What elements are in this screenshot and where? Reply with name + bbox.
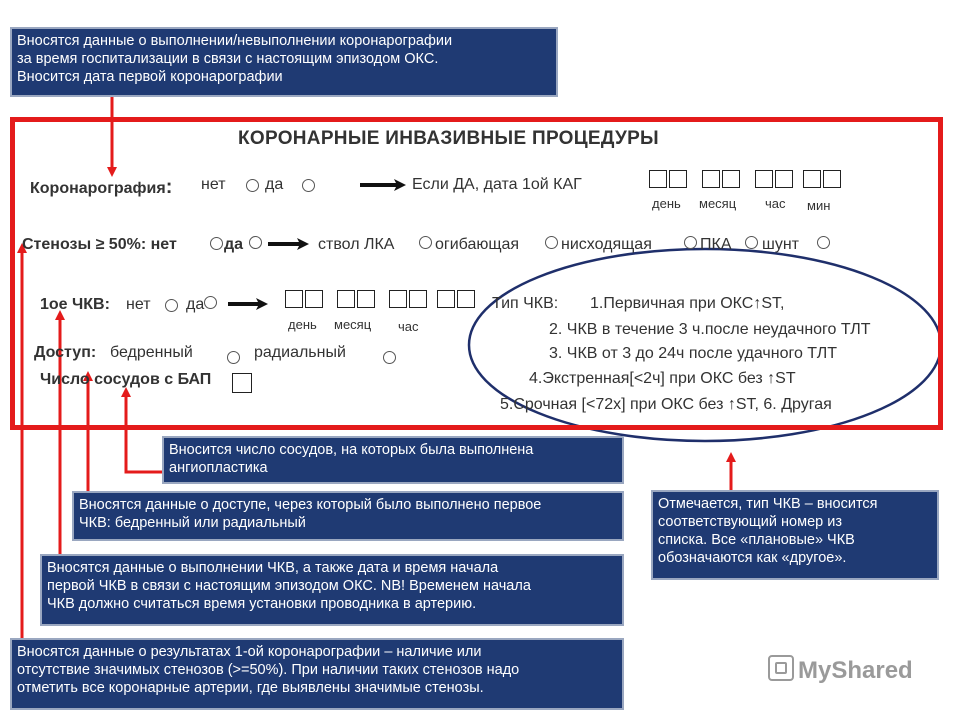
pci-day-caption: день [288,317,317,332]
note-pci-type: Отмечается, тип ЧКВ – вносится соответствующий номер из списка. Все «плановые» ЧКВ обозначаются как «другое». [651,490,939,580]
pci-no-radio[interactable] [165,299,178,312]
stenosis-yes-label: да [224,236,244,253]
angio-hour-cell-2[interactable] [775,170,793,188]
stenosis-label: Стенозы ≥ 50%: нет [22,236,177,253]
stenosis-no-radio[interactable] [210,237,223,250]
pci-month-cell-2[interactable] [357,290,375,308]
pci-hour-caption: час [398,319,419,334]
angio-day-cell-1[interactable] [649,170,667,188]
angio-hour-cell-1[interactable] [755,170,773,188]
pci-label: 1ое ЧКВ: [40,296,110,313]
myshared-logo: MyShared [768,655,913,685]
pci-month-caption: месяц [334,317,372,332]
access-radial-label: радиальный [254,344,346,361]
note-angiography: Вносятся данные о выполнении/невыполнении коронарографии за время госпитализации в связи с настоящим эпизодом ОКС. Вносится дата первой коронарографии [10,27,558,97]
artery-graft-label: шунт [762,236,799,253]
pci-hour-cell-1[interactable] [389,290,407,308]
angio-min-cell-2[interactable] [823,170,841,188]
pci-type-item-1: 1.Первичная при ОКС↑ST, [590,295,785,312]
note-vessels: Вносится число сосудов, на которых была выполнена ангиопластика [162,436,624,484]
note-results: Вносятся данные о результатах 1-ой коронарографии – наличие или отсутствие значимых стенозов (>=50%). При наличии таких стенозов надо отметить все коронарные артерии, где выявлены значимые стенозы. [10,638,624,710]
artery-lad-checkbox[interactable] [684,236,697,249]
artery-rca-checkbox[interactable] [745,236,758,249]
vessels-label: Число сосудов с БАП [40,371,212,388]
angio-min-caption: мин [807,198,831,213]
pci-type-item-3: 3. ЧКВ от 3 до 24ч после удачного ТЛТ [549,345,837,362]
pci-day-cell-1[interactable] [285,290,303,308]
access-femoral-radio[interactable] [227,351,240,364]
note-access: Вносятся данные о доступе, через который было выполнено первое ЧКВ: бедренный или радиальный [72,491,624,541]
angio-hour-caption: час [765,196,786,211]
angio-no-radio[interactable] [246,179,259,192]
pci-min-cell-2[interactable] [457,290,475,308]
angio-month-caption: месяц [699,196,737,211]
pci-type-item-5: 5.Срочная [<72х] при ОКС без ↑ST, 6. Другая [500,396,832,413]
artery-graft-checkbox[interactable] [817,236,830,249]
note-pci: Вносятся данные о выполнении ЧКВ, а также дата и время начала первой ЧКВ в связи с настоящим эпизодом ОКС. NB! Временем начала ЧКВ должно считаться время установки проводника в артерию. [40,554,624,626]
artery-rca-label: ПКА [700,236,732,253]
access-label: Доступ: [34,344,97,361]
angio-yes-label: да [265,176,284,193]
angio-day-caption: день [652,196,681,211]
angio-yes-radio[interactable] [302,179,315,192]
form-title: КОРОНАРНЫЕ ИНВАЗИВНЫЕ ПРОЦЕДУРЫ [238,128,659,149]
pci-yes-label: да [186,296,205,313]
pci-yes-radio[interactable] [204,296,217,309]
artery-cx-label: огибающая [435,236,520,253]
pci-type-label: Тип ЧКВ: [492,295,559,312]
angio-month-cell-2[interactable] [722,170,740,188]
access-femoral-label: бедренный [110,344,193,361]
artery-lmca-checkbox[interactable] [419,236,432,249]
pci-day-cell-2[interactable] [305,290,323,308]
pci-type-item-2: 2. ЧКВ в течение 3 ч.после неудачного ТЛТ [549,321,871,338]
pci-type-item-4: 4.Экстренная[<2ч] при ОКС без ↑ST [529,370,796,387]
artery-cx-checkbox[interactable] [545,236,558,249]
angio-day-cell-2[interactable] [669,170,687,188]
vessels-count-box[interactable] [232,373,252,393]
angio-no-label: нет [201,176,226,193]
pci-hour-cell-2[interactable] [409,290,427,308]
stenosis-yes-radio[interactable] [249,236,262,249]
pci-no-label: нет [126,296,151,313]
logo-mark-icon [768,655,794,681]
angio-label: Коронарография: [30,176,173,198]
access-radial-radio[interactable] [383,351,396,364]
artery-lad-label: нисходящая [561,236,652,253]
artery-lmca-label: ствол ЛКА [318,236,395,253]
pci-min-cell-1[interactable] [437,290,455,308]
pci-month-cell-1[interactable] [337,290,355,308]
angio-month-cell-1[interactable] [702,170,720,188]
angio-if-yes-label: Если ДА, дата 1ой КАГ [412,176,582,193]
angio-min-cell-1[interactable] [803,170,821,188]
